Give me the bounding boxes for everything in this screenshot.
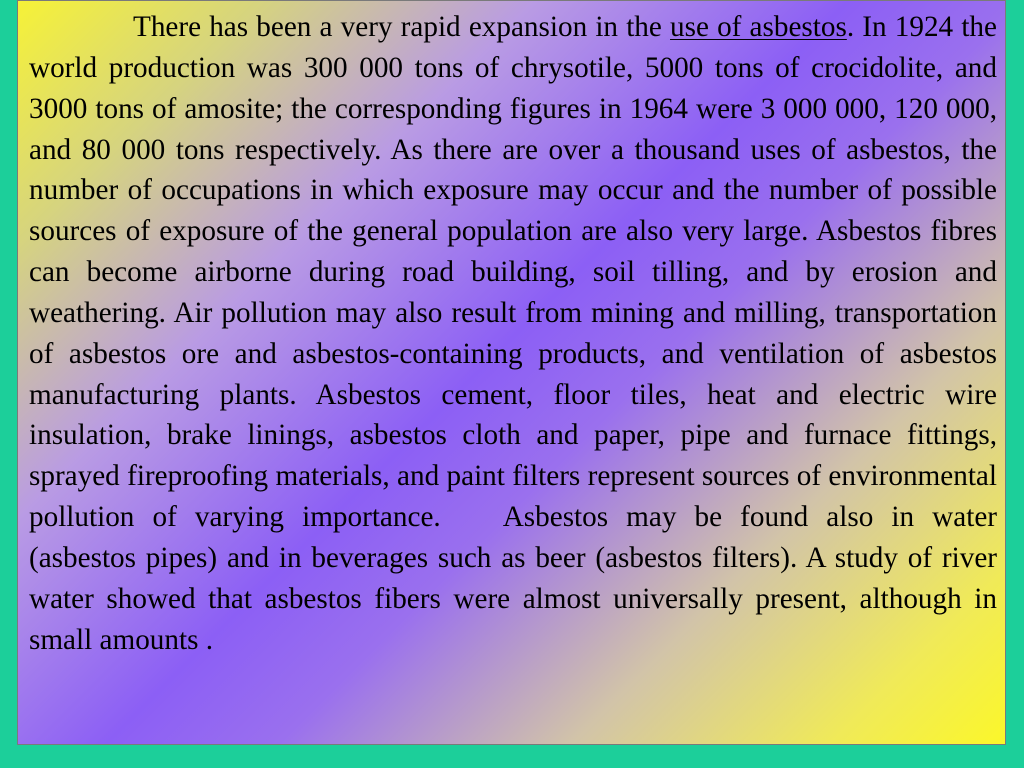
use-of-asbestos-link[interactable]: use of asbestos bbox=[670, 11, 847, 43]
paragraph-body-second: Asbestos may be found also in water (asbestos pipes) and in beverages such as beer (asbestos filters). A study of river water showed that asbestos fibers were almost universally present, although in small amounts . bbox=[29, 501, 997, 656]
body-paragraph bbox=[29, 7, 997, 661]
paragraph-intro: There has been a very rapid expansion in the bbox=[133, 11, 671, 43]
slide-panel bbox=[17, 0, 1006, 745]
paragraph-body-first: . In 1924 the world production was 300 000 tons of chrysotile, 5000 tons of crocidolite, and 3000 tons of amosite; the corresponding figures in 1964 were 3 000 000, 120 000, and 80 000 tons respectively. As there are over a thousand uses of asbestos, the number of occupations in which exposure may occur and the number of possible sources of exposure of the general population are also very large. Asbestos fibres can become airborne during road building, soil tilling, and by erosion and weathering. Air pollution may also result from mining and milling, transportation of asbestos ore and asbestos-containing products, and ventilation of asbestos manufacturing plants. Asbestos cement, floor tiles, heat and electric wire insulation, brake linings, asbestos cloth and paper, pipe and furnace fittings, sprayed fireproofing materials, and paint filters represent sources of environmental pollution of varying importance. bbox=[29, 11, 997, 534]
